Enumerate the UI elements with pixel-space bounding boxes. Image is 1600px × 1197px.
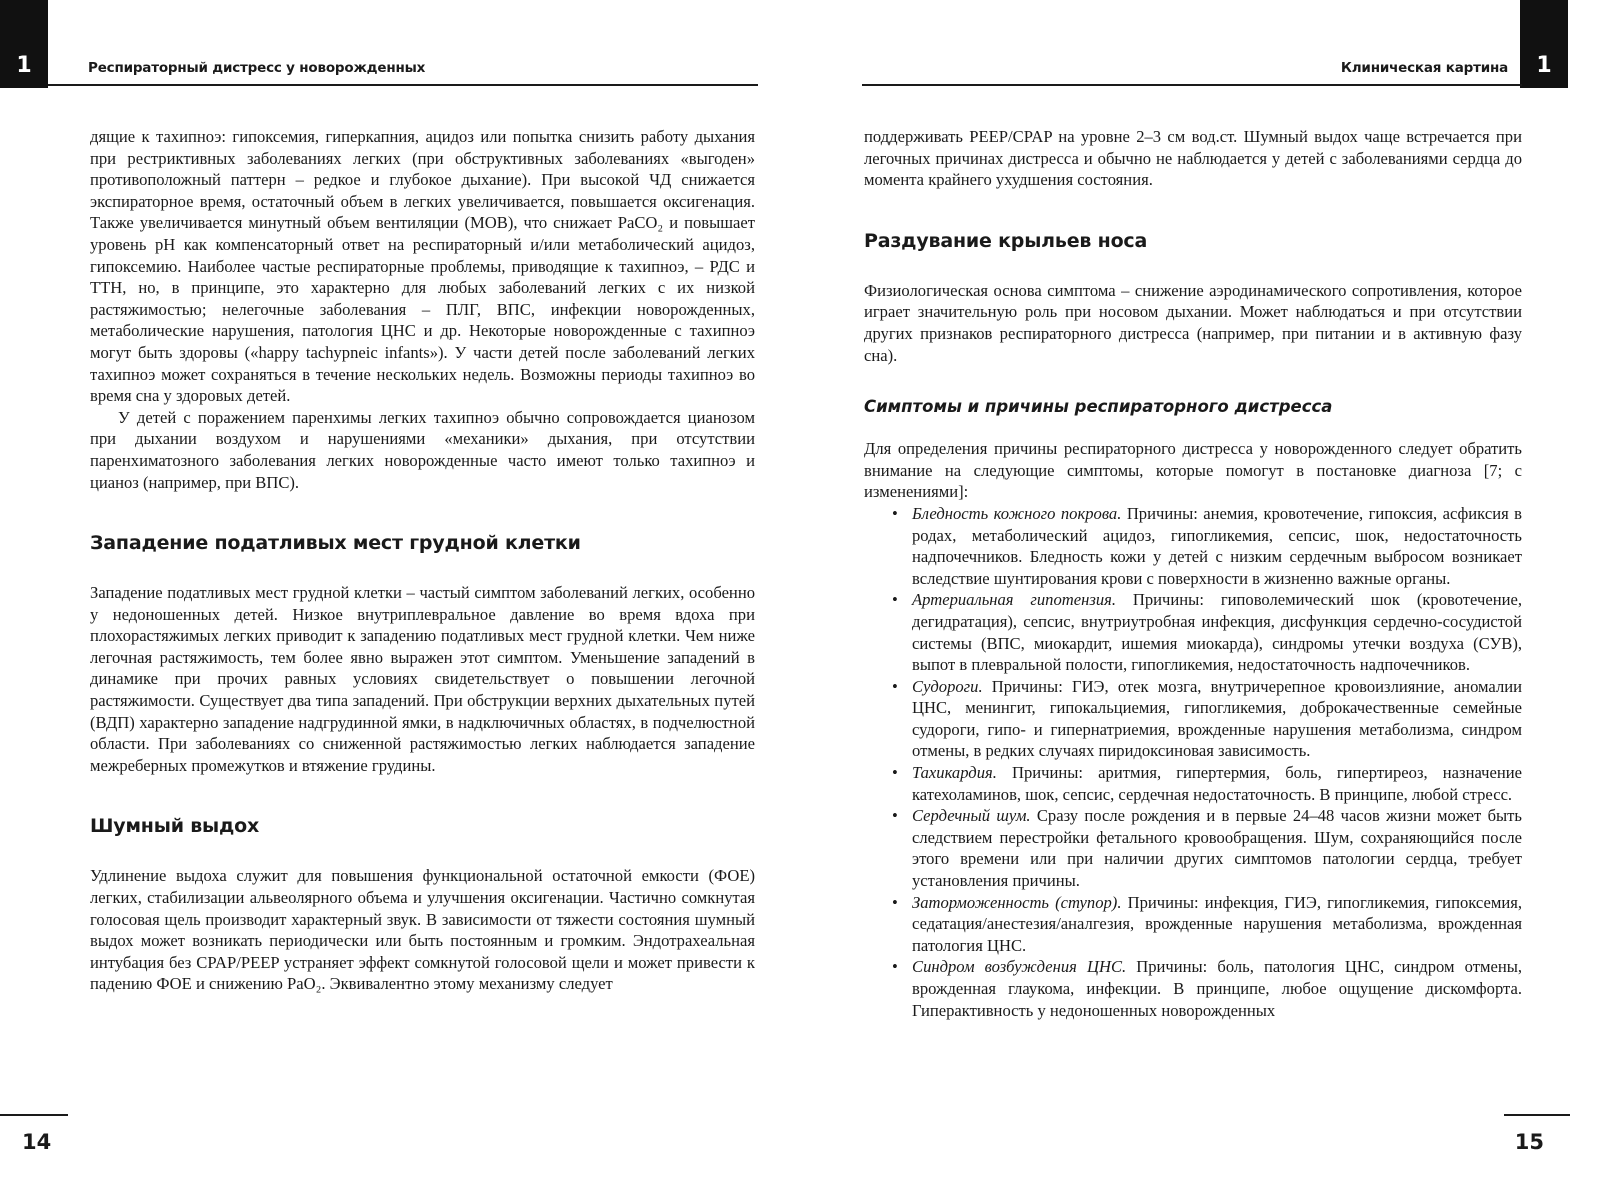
page-number-left: 14	[22, 1130, 52, 1154]
page-number-right: 15	[1514, 1130, 1544, 1154]
paragraph: Для определения причины респираторного дистресса у новорожденного следует обратить внимание на следующие симптомы, которые помогут в постановке диагноза [7; с изменениями]:	[864, 439, 1522, 502]
symptom-text: Причины: анемия, кровотечение, гипоксия, асфиксия в родах, метаболический ацидоз, гипогликемия, сепсис, шок, недостаточность надпочечников. Бледность кожи у детей с низким сердечным выбросом возникает вследствие шунтирования крови с поверхности в жизненно важные органы.	[912, 503, 1522, 588]
symptom-term: Заторможенность (ступор).	[912, 892, 1122, 912]
symptom-text: Причины: боль, патология ЦНС, синдром отмены, врожденная глаукома, инфекции. В принципе, любое ощущение дискомфорта. Гиперактивность у недоношенных новорожденных	[912, 957, 1522, 1020]
bullet-icon: •	[892, 763, 898, 783]
list-item	[892, 892, 1522, 957]
right-column	[864, 126, 1522, 1021]
header-rule-right	[862, 84, 1522, 86]
paragraph: Физиологическая основа симптома – снижение аэродинамического сопротивления, которое играет значительную роль при носовом дыхании. Может наблюдаться и при отсутствии других признаков респираторного дистресса (например, при питании и в активную фазу сна).	[864, 280, 1522, 365]
list-item	[892, 676, 1522, 762]
bullet-icon: •	[892, 503, 898, 523]
header-rule-left	[48, 84, 758, 86]
paragraph: У детей с поражением паренхимы легких тахипноэ обычно сопровождается цианозом при дыхании воздухом и нарушениями «механики» дыхания, при отсутствии паренхиматозного заболевания легких новорожденные часто имеют только тахипноэ и цианоз (например, при ВПС).	[90, 407, 755, 492]
symptom-text: Причины: инфекция, ГИЭ, гипогликемия, гипоксемия, седатация/анестезия/аналгезия, врожденные нарушения метаболизма, врожденная патология ЦНС.	[912, 892, 1522, 955]
bullet-icon: •	[892, 806, 898, 826]
footer-rule-right	[1504, 1114, 1570, 1116]
left-column	[90, 126, 755, 995]
section-heading-nasal-flaring: Раздувание крыльев носа	[864, 229, 1148, 252]
symptom-term: Бледность кожного покрова.	[912, 503, 1122, 523]
symptom-term: Артериальная гипотензия.	[912, 590, 1116, 610]
list-item	[892, 762, 1522, 805]
symptom-term: Синдром возбуждения ЦНС.	[912, 957, 1127, 977]
chapter-number: 1	[1536, 53, 1552, 78]
paragraph: поддерживать PEEP/CPAP на уровне 2–3 см вод.ст. Шумный выдох чаще встречается при легочных причинах дистресса и обычно не наблюдается у детей с заболеваниями сердца до момента крайнего ухудшения состояния.	[864, 127, 1522, 190]
paragraph: Удлинение выдоха служит для повышения функциональной остаточной емкости (ФОЕ) легких, стабилизации альвеолярного объема и улучшения оксигенации. Частично сомкнутая голосовая щель производит характерный звук. В зависимости от тяжести состояния шумный выдох может возникать периодически или быть постоянным и громким. Эндотрахеальная интубация без CPAP/PEEP устраняет эффект сомкнутой голосовой щели и может привести к падению ФОЕ и снижению PaO₂. Эквивалентно этому механизму следует	[90, 866, 755, 994]
list-item	[892, 589, 1522, 675]
symptom-text: Причины: ГИЭ, отек мозга, внутричерепное кровоизлияние, аномалии ЦНС, менингит, гипокальциемия, гипогликемия, доброкачественные семейные судороги, гипо- и гипернатриемия, врожденные нарушения метаболизма, синдром отмены, в редких случаях пиридоксиновая зависимость.	[912, 676, 1522, 761]
chapter-number: 1	[16, 53, 32, 78]
symptom-term: Тахикардия.	[912, 763, 997, 783]
subsection-heading-symptoms: Симптомы и причины респираторного дистресса	[864, 397, 1333, 417]
bullet-icon: •	[892, 676, 898, 696]
symptom-text: Сразу после рождения и в первые 24–48 часов жизни может быть следствием перестройки фетального кровообращения. Шум, сохраняющийся после этого времени или при наличии других симптомов патологии сердца, требует установления причины.	[912, 806, 1522, 891]
symptom-term: Сердечный шум.	[912, 806, 1031, 826]
chapter-tab-right	[1520, 0, 1568, 88]
chapter-tab-left	[0, 0, 48, 88]
section-heading-retractions: Западение податливых мест грудной клетки	[90, 532, 581, 555]
bullet-icon: •	[892, 590, 898, 610]
list-item	[892, 503, 1522, 589]
right-page	[800, 0, 1600, 1197]
symptom-text: Причины: гиповолемический шок (кровотечение, дегидратация), сепсис, внутриутробная инфекция, дисфункция сердечно-сосудистой системы (ВПС, миокардит, ишемия миокарда), синдромы утечки воздуха (СУВ), выпот в плевральной полости, гипогликемия, недостаточность надпочечников.	[912, 590, 1522, 675]
symptom-term: Судороги.	[912, 676, 983, 696]
symptom-text: Причины: аритмия, гипертермия, боль, гипертиреоз, назначение катехоламинов, шок, сепсис, сердечная недостаточность. В принципе, любой стресс.	[912, 763, 1522, 804]
list-item	[892, 956, 1522, 1021]
paragraph: дящие к тахипноэ: гипоксемия, гиперкапния, ацидоз или попытка снизить работу дыхания при рестриктивных заболеваниях легких (при обструктивных заболеваниях «выгоден» противоположный паттерн – редкое и глубокое дыхание). При высокой ЧД снижается экспираторное время, остаточный объем в легких увеличивается, повышается оксигенация. Также увеличивается минутный объем вентиляции (МОВ), что снижает PaCO₂ и повышает уровень pH как компенсаторный ответ на респираторный и/или метаболический ацидоз, гипоксемию. Наиболее частые респираторные проблемы, приводящие к тахипноэ, – РДС и ТТН, но, в принципе, это характерно для любых заболеваний легких с их низкой растяжимостью; нелегочные заболевания – ПЛГ, ВПС, инфекции новорожденных, метаболические нарушения, патология ЦНС и др. Некоторые новорожденные с тахипноэ могут быть здоровы («happy tachypneic infants»). У части детей после заболеваний легких тахипноэ может сохраняться в течение нескольких недель. Возможны периоды тахипноэ во время сна у здоровых детей.	[90, 127, 755, 406]
running-head-left: Респираторный дистресс у новорожденных	[88, 60, 426, 76]
footer-rule-left	[0, 1114, 68, 1116]
running-head-right: Клиническая картина	[1340, 60, 1508, 76]
list-item	[892, 805, 1522, 891]
symptom-list	[864, 503, 1522, 1021]
bullet-icon: •	[892, 957, 898, 977]
bullet-icon: •	[892, 892, 898, 912]
paragraph: Западение податливых мест грудной клетки – частый симптом заболеваний легких, особенно у недоношенных детей. Низкое внутриплевральное давление во время вдоха при плохорастяжимых легких приводит к западению податливых мест грудной клетки. Чем ниже легочная растяжимость, тем более явно выражен этот симптом. Уменьшение западений в динамике при прочих равных условиях свидетельствует о повышении легочной растяжимости. Существует два типа западений. При обструкции верхних дыхательных путей (ВДП) характерно западение надгрудинной ямки, в надключичных областях, в подчелюстной области. При заболеваниях со сниженной растяжимостью легких наблюдается западение межреберных промежутков и втяжение грудины.	[90, 583, 755, 775]
section-heading-grunting: Шумный выдох	[90, 815, 260, 838]
